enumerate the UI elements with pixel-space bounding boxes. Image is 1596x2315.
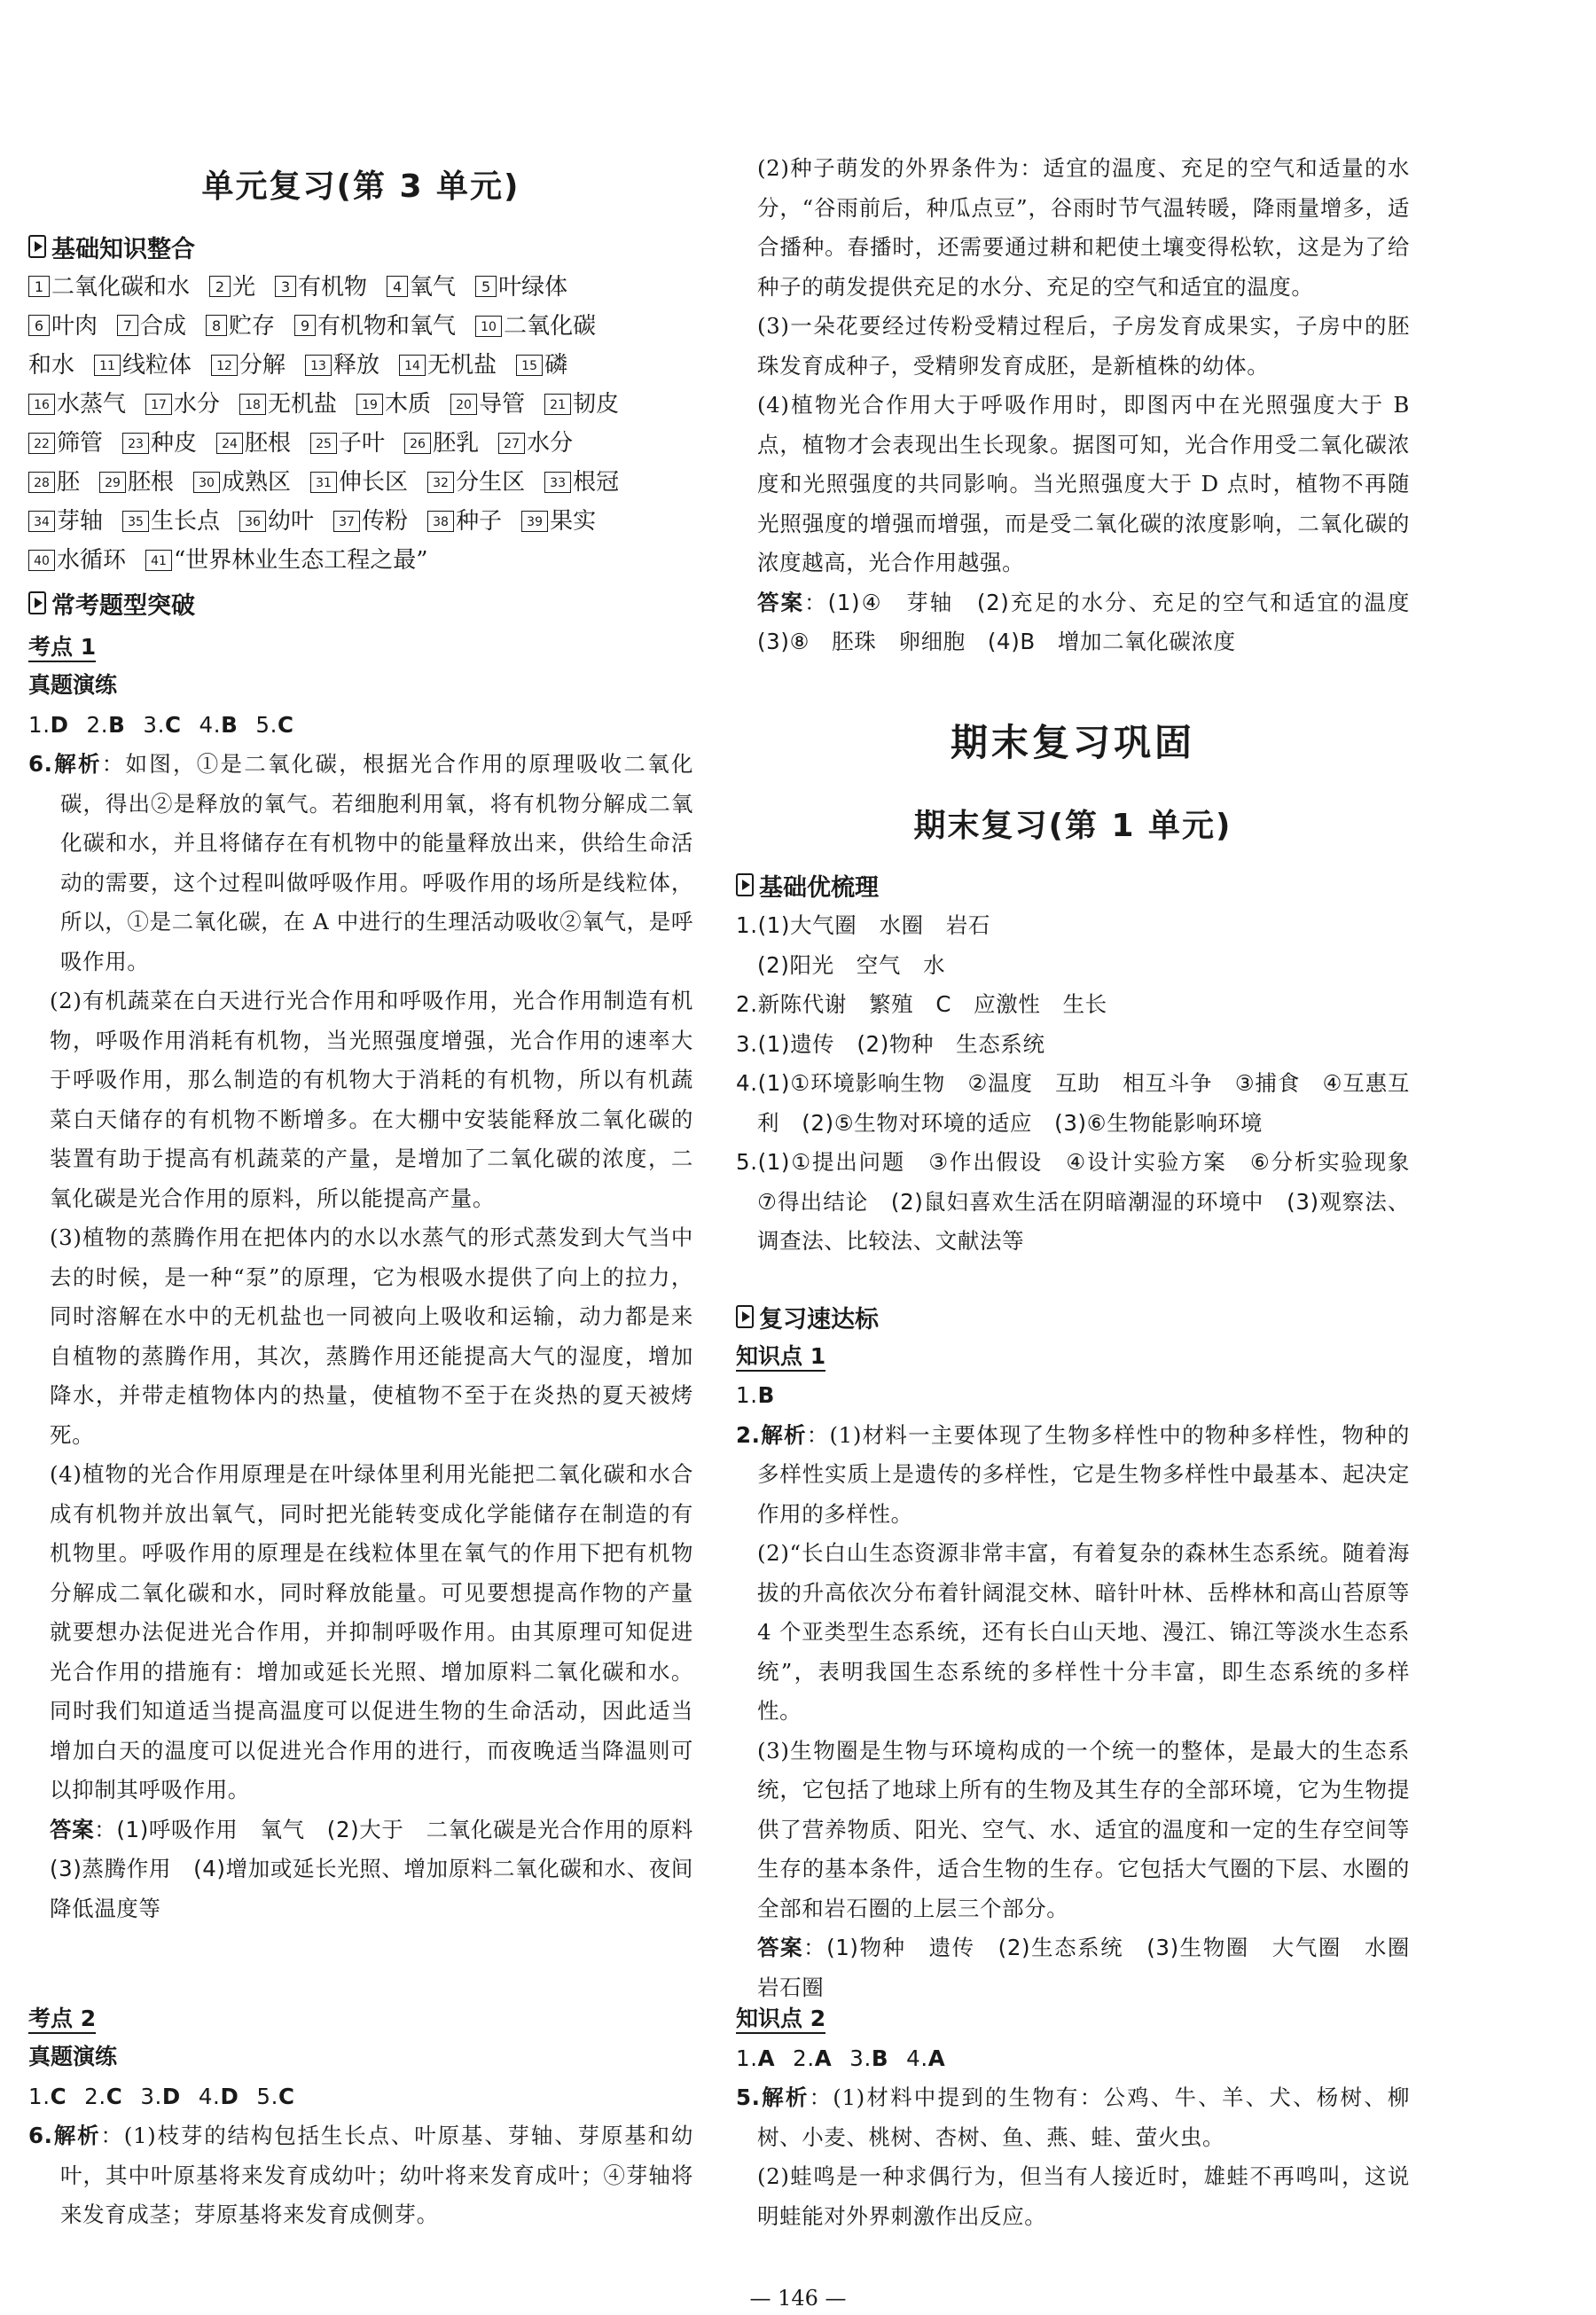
item-number: 31 [310,472,337,493]
keyword-row [28,307,693,346]
keyword-text: 芽轴 [57,508,104,535]
keyword-item [28,502,103,541]
keyword-text: 种皮 [151,430,198,457]
basics-list [736,906,1433,1262]
keyword-row [28,424,693,463]
item-number: 29 [99,472,126,493]
keyword-text: 有机物 [298,274,368,301]
mc-answer: 2.C [84,2084,123,2109]
keyword-text: 子叶 [339,430,386,457]
keyword-item [211,346,286,385]
keyword-text: 光 [232,274,256,301]
item-number: 5 [475,276,497,297]
keyword-item [294,307,456,346]
keyword-item [427,502,502,541]
keyword-item [427,463,525,502]
paragraph: (3)生物圈是生物与环境构成的一个统一的整体，是最大的生态系统，它包括了地球上所有的生物及其生存的全部环境，它为生物提供了营养物质、阳光、空气、水、适宜的温度和一定的生存空间等生存的基本条件，适合生物的生存。它包括大气圈的下层、水圈的全部和岩石圈的上层三个部分。 [757,1737,1410,1921]
keyword-item [475,268,567,307]
answer: 答案：(1)④ 芽轴 (2)充足的水分、充足的空气和适宜的温度 (3)⑧ 胚珠 卵细胞 (4)B 增加二氧化碳浓度 [757,589,1433,654]
keyword-item [117,307,186,346]
keyword-text: 释放 [333,352,380,379]
keyword-text: 无机盐 [268,391,338,418]
mc-answer: 1.D [28,712,69,738]
keyword-text: 水循环 [57,547,127,574]
mc-answer: 5.C [256,2084,295,2109]
paragraph: (2)有机蔬菜在白天进行光合作用和呼吸作用，光合作用制造有机物，呼吸作用消耗有机物，当光照强度增强，光合作用的速率大于呼吸作用，那么制造的有机物大于消耗的有机物，所以有机蔬菜白天储存的有机物不断增多。在大棚中安装能释放二氧化碳的装置有助于提高有机蔬菜的产量，是增加了二氧化碳的浓度，二氧化碳是光合作用的原料，所以能提高产量。 [50,988,693,1211]
keyword-item [28,463,80,502]
item-number: 27 [498,433,525,454]
keyword-row [28,385,693,424]
unit-title: 期末复习(第 1 单元) [913,808,1232,844]
mc-answer: 1.B [736,1382,775,1408]
keyword-text: 贮存 [229,313,276,340]
item-number: 19 [356,394,383,415]
kaodian-label: 考点 2 [28,2001,96,2037]
item-number: 8 [206,315,227,336]
keyword-item [521,502,596,541]
keyword-item [310,463,408,502]
list-item: (2)阳光 空气 水 [757,951,946,978]
mc-answer: 4.A [906,2045,946,2071]
keyword-text: 种子 [456,508,503,535]
keyword-item [145,385,220,424]
paragraph: 6.解析：如图，①是二氧化碳，根据光合作用的原理吸收二氧化碳，得出②是释放的氧气。若细胞利用氧，将有机物分解成二氧化碳和水，并且将储存在有机物中的能量释放出来，供给生命活动的需要，这个过程叫做呼吸作用。呼吸作用的场所是线粒体，所以，①是二氧化碳，在 A 中进行的生理活动吸收②氧气，是呼吸作用。 [28,751,693,974]
item-number: 12 [211,355,238,376]
zhishidian-label: 知识点 2 [736,2001,825,2037]
keyword-item [275,268,367,307]
keyword-text: 和水 [28,352,75,379]
keyword-text: 氧气 [410,274,457,301]
keyword-item [122,424,197,463]
keyword-text: 木质 [385,391,432,418]
section-heading: 常考题型突破 [28,585,195,621]
section-heading: 复习速达标 [736,1299,879,1334]
section-heading: 基础优梳理 [736,867,879,903]
keyword-item [28,268,190,307]
keyword-item [544,463,619,502]
item-number: 1 [28,276,50,297]
mc-answer: 4.B [199,712,239,738]
item-number: 3 [275,276,296,297]
list-item: 2.新陈代谢 繁殖 C 应激性 生长 [736,991,1107,1017]
answer: 答案：(1)呼吸作用 氧气 (2)大于 二氧化碳是光合作用的原料 (3)蒸腾作用 (4)增加或延长光照、增加原料二氧化碳和水、夜间降低温度等 [50,1816,716,1921]
keyword-text: 有机物和氧气 [317,313,457,340]
keyword-text: 二氧化碳和水 [51,274,191,301]
item-number: 14 [399,355,426,376]
paragraph: (3)一朵花要经过传粉受精过程后，子房发育成果实，子房中的胚珠发育成种子，受精卵发育成胚，是新植株的幼体。 [757,313,1410,379]
keyword-text: 水分 [174,391,221,418]
kaodian-label: 考点 1 [28,630,96,665]
keyword-text: 胚 [57,469,81,496]
mc-answers [736,2039,963,2079]
item-number: 25 [310,433,337,454]
keyword-text: 磷 [544,352,568,379]
keyword-item [310,424,385,463]
keyword-item [333,502,408,541]
keyword-item [145,541,428,580]
item-number: 23 [122,433,149,454]
keyword-text: 传粉 [362,508,409,535]
keyword-text: 水蒸气 [57,391,127,418]
answer: 答案：(1)物种 遗传 (2)生态系统 (3)生物圈 大气圈 水圈 岩石圈 [757,1935,1433,2000]
keyword-item [28,385,126,424]
keyword-item [475,307,596,346]
keyword-row [28,541,693,580]
keyword-item [356,385,431,424]
subheading: 真题演练 [28,2044,118,2069]
keyword-text: 成熟区 [222,469,292,496]
unit-title: 单元复习(第 3 单元) [201,168,520,205]
paragraph: (4)植物的光合作用原理是在叶绿体里利用光能把二氧化碳和水合成有机物并放出氧气，同时把光能转变成化学能储存在制造的有机物里。呼吸作用的原理是在线粒体里在氧气的作用下把有机物分解成二氧化碳和水，同时释放能量。可见要想提高作物的产量就要想办法促进光合作用，并抑制呼吸作用。由其原理可知促进光合作用的措施有：增加或延长光照、增加原料二氧化碳和水。同时我们知道适当提高温度可以促进生物的生命活动，因此适当增加白天的温度可以促进光合作用的进行，而夜晚适当降温则可以抑制其呼吸作用。 [50,1461,693,1803]
keyword-text: 根冠 [573,469,620,496]
item-number: 11 [94,355,121,376]
keyword-text: 分解 [239,352,286,379]
item-number: 35 [122,511,149,532]
keyword-item [239,385,337,424]
paragraph: 6.解析：(1)枝芽的结构包括生长点、叶原基、芽轴、芽原基和幼叶，其中叶原基将来发育成幼叶；幼叶将来发育成叶；④芽轴将来发育成茎；芽原基将来发育成侧芽。 [28,2123,693,2227]
keyword-text: 胚根 [128,469,175,496]
keyword-item [516,346,567,385]
triangle-icon [736,1305,754,1328]
triangle-icon [736,873,754,896]
knowledge-2 [736,2078,1410,2236]
item-number: 24 [216,433,243,454]
paragraph: 5.解析：(1)材料中提到的生物有：公鸡、牛、羊、犬、杨树、柳树、小麦、桃树、杏树、鱼、燕、蛙、萤火虫。 [736,2084,1410,2150]
page-number: — 146 — [749,2286,847,2311]
list-item: 5.(1)①提出问题 ③作出假设 ④设计实验方案 ⑥分析实验现象 ⑦得出结论 (2)鼠妇喜欢生活在阴暗潮湿的环境中 (3)观察法、调查法、比较法、文献法等 [736,1149,1433,1254]
item-number: 39 [521,511,548,532]
item-number: 26 [404,433,431,454]
item-number: 21 [544,394,571,415]
item-number: 18 [239,394,266,415]
keyword-text: 线粒体 [122,352,192,379]
keyword-text: 叶绿体 [498,274,568,301]
mc-answers [28,706,312,746]
keyword-item [404,424,479,463]
keyword-text: 导管 [479,391,526,418]
keyword-row [28,268,693,307]
keyword-item [193,463,291,502]
keyword-item [28,541,126,580]
keyword-item [94,346,192,385]
item-number: 16 [28,394,55,415]
keyword-text: 筛管 [57,430,104,457]
mc-answer: 3.B [849,2045,889,2071]
keyword-item [498,424,573,463]
keyword-item [28,346,74,385]
item-number: 13 [305,355,332,376]
item-number: 15 [516,355,543,376]
keyword-text: 果实 [550,508,597,535]
mc-answer: 4.D [198,2084,239,2109]
item-number: 38 [427,511,454,532]
keyword-text: 幼叶 [268,508,315,535]
keyword-item [99,463,174,502]
paragraph: 2.解析：(1)材料一主要体现了生物多样性中的物种多样性，物种的多样性实质上是遗传的多样性，它是生物多样性中最基本、起决定作用的多样性。 [736,1421,1410,1527]
item-number: 28 [28,472,55,493]
keyword-text: 胚根 [245,430,292,457]
item-number: 34 [28,511,55,532]
section-heading: 基础知识整合 [28,229,195,264]
item-number: 41 [145,550,172,571]
paragraph: (3)植物的蒸腾作用在把体内的水以水蒸气的形式蒸发到大气当中去的时候，是一种“泵”的原理，它为根吸水提供了向上的拉力，同时溶解在水中的无机盐也一同被向上吸收和运输，动力都是来自植物的蒸腾作用，其次，蒸腾作用还能提高大气的湿度，增加降水，并带走植物体内的热量，使植物不至于在炎热的夏天被烤死。 [50,1224,693,1448]
keyword-text: 水分 [527,430,574,457]
keyword-text: 伸长区 [339,469,409,496]
keyword-item [28,424,103,463]
list-item: 1.(1)大气圈 水圈 岩石 [736,912,990,938]
keyword-item [544,385,619,424]
keyword-text: 叶肉 [51,313,98,340]
item-number: 37 [333,511,360,532]
keyword-text: 胚乳 [433,430,480,457]
paragraph: (2)种子萌发的外界条件为：适宜的温度、充足的空气和适量的水分，“谷雨前后，种瓜点豆”，谷雨时节气温转暖，降雨量增多，适合播种。春播时，还需要通过耕和耙使土壤变得松软，这是为了给种子的萌发提供充足的水分、充足的空气和适宜的温度。 [757,155,1410,300]
keyword-item [28,307,98,346]
item-number: 17 [145,394,172,415]
keyword-text: 无机盐 [427,352,497,379]
item-number: 40 [28,550,55,571]
keyword-text: 二氧化碳 [504,313,597,340]
keyword-row [28,346,693,385]
item-number: 2 [209,276,231,297]
mc-answer: 1.C [28,2084,67,2109]
mc-answer: 5.C [255,712,294,738]
item-number: 33 [544,472,571,493]
list-item: 3.(1)遗传 (2)物种 生态系统 [736,1030,1045,1057]
keyword-item [239,502,314,541]
item-number: 30 [193,472,220,493]
mc-answer: 2.A [793,2045,833,2071]
keyword-text: 分生区 [456,469,526,496]
triangle-icon [28,591,46,614]
item-number: 7 [117,315,138,336]
keyword-row [28,463,693,502]
subheading: 真题演练 [28,672,118,698]
paragraph: (2)蛙鸣是一种求偶行为，但当有人接近时，雄蛙不再鸣叫，这说明蛙能对外界刺激作出反应。 [757,2163,1410,2229]
item-number: 22 [28,433,55,454]
item-number: 4 [387,276,408,297]
paragraph: (2)“长白山生态资源非常丰富，有着复杂的森林生态系统。随着海拔的升高依次分布着针阔混交林、暗针叶林、岳桦林和高山苔原等 4 个亚类型生态系统，还有长白山天地、漫江、锦江等淡水生态系统”，表明我国生态系统的多样性十分丰富，即生态系统的多样性。 [757,1540,1410,1724]
keyword-text: 合成 [140,313,187,340]
continued-answer [736,149,1433,662]
mc-answer: 1.A [736,2045,776,2071]
item-number: 10 [475,316,502,337]
keyword-list [28,268,693,580]
keyword-text: “世界林业生态工程之最” [174,547,428,574]
question-6 [28,745,716,1928]
mc-answer: 3.C [143,712,182,738]
keyword-item [387,268,456,307]
item-number: 36 [239,511,266,532]
item-number: 6 [28,315,50,336]
keyword-item [209,268,255,307]
item-number: 20 [450,394,477,415]
item-number: 9 [294,315,316,336]
keyword-text: 韧皮 [573,391,620,418]
keyword-item [305,346,379,385]
knowledge-1 [736,1376,1433,2007]
mc-answer: 2.B [86,712,126,738]
keyword-item [206,307,275,346]
mc-answer: 3.D [140,2084,181,2109]
triangle-icon [28,235,46,258]
item-number: 32 [427,472,454,493]
list-item: 4.(1)①环境影响生物 ②温度 互助 相互斗争 ③捕食 ④互惠互利 (2)⑤生物对环境的适应 (3)⑥生物能影响环境 [736,1070,1410,1136]
keyword-item [122,502,220,541]
mc-answers [28,2077,313,2117]
keyword-item [216,424,291,463]
keyword-row [28,502,693,541]
keyword-item [450,385,525,424]
big-title: 期末复习巩固 [950,721,1195,764]
question-6b [28,2116,693,2235]
zhishidian-label: 知识点 1 [736,1339,825,1374]
keyword-text: 生长点 [151,508,221,535]
paragraph: (4)植物光合作用大于呼吸作用时，即图丙中在光照强度大于 B 点，植物才会表现出生长现象。据图可知，光合作用受二氧化碳浓度和光照强度的共同影响。当光照强度大于 D 点时，植物不再随光照强度的增强而增强，而是受二氧化碳的浓度影响，二氧化碳的浓度越高，光合作用越强。 [757,392,1410,575]
keyword-item [399,346,497,385]
